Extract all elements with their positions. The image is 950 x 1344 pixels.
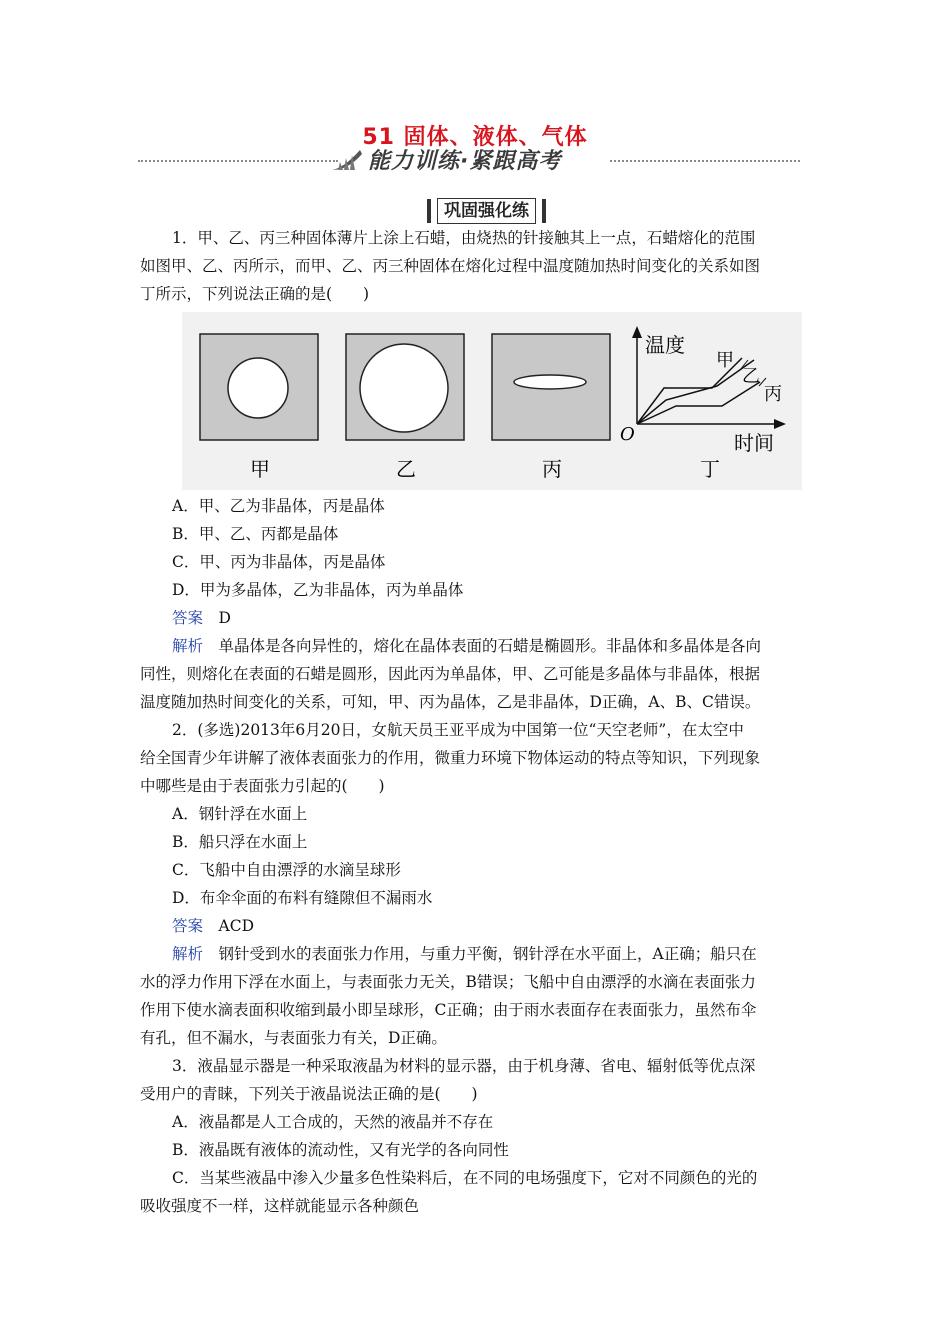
q2-option-c: C．飞船中自由漂浮的水滴呈球形	[172, 861, 401, 879]
q2-analysis-line1	[140, 940, 812, 968]
q2-answer-label: 答案	[172, 917, 204, 935]
q3-option-b: B．液晶既有液体的流动性，又有光学的各向同性	[172, 1141, 509, 1159]
q1-option-b: B．甲、乙、丙都是晶体	[172, 525, 339, 543]
q1-stem-line2: 如图甲、乙、丙所示，而甲、乙、丙三种固体在熔化过程中温度随加热时间变化的关系如图	[140, 257, 761, 275]
q2-answer	[172, 912, 254, 940]
curve-yi	[637, 360, 754, 424]
section-heading	[425, 198, 548, 224]
banner-divider-left	[138, 160, 338, 162]
q1-option-c: C．甲、丙为非晶体，丙是晶体	[172, 553, 386, 571]
curve-label-bing: 丙	[764, 384, 782, 405]
q1-analysis-line3: 温度随加热时间变化的关系，可知，甲、丙为晶体，乙是非晶体，D正确，A、B、C错误。	[140, 693, 761, 711]
figure-label-jia: 甲	[250, 457, 270, 481]
q3-stem-line1: 3．液晶显示器是一种采取液晶为材料的显示器，由于机身薄、省电、辐射低等优点深	[172, 1057, 756, 1075]
q1-analysis-line2: 同性，则熔化在表面的石蜡是圆形，因此丙为单晶体，甲、乙可能是多晶体与非晶体，根据	[140, 665, 761, 683]
q2-stem-line3: 中哪些是由于表面张力引起的( )	[140, 777, 385, 795]
figure-label-ding: 丁	[700, 457, 720, 481]
section-bar-right	[542, 199, 546, 223]
q2-option-d: D．布伞伞面的布料有缝隙但不漏雨水	[172, 889, 433, 907]
page-title: 51 固体、液体、气体	[362, 125, 588, 150]
q3-stem-line2: 受用户的青睐，下列关于液晶说法正确的是( )	[140, 1085, 478, 1103]
figure-label-bing: 丙	[542, 457, 562, 481]
x-axis-arrow	[774, 419, 786, 429]
q2-stem-line2: 给全国青少年讲解了液体表面张力的作用，微重力环境下物体运动的特点等知识，下列现象	[140, 749, 761, 767]
q1-answer-value: D	[218, 609, 231, 627]
q3-option-a: A．液晶都是人工合成的，天然的液晶并不存在	[172, 1113, 494, 1131]
q1-analysis-label: 解析	[172, 637, 204, 655]
x-axis-label: 时间	[734, 431, 774, 455]
origin-label: O	[620, 424, 635, 445]
q2-stem-line1: 2．(多选)2013年6月20日，女航天员王亚平成为中国第一位“天空老师”，在太空中	[172, 721, 744, 739]
q1-analysis-line1	[140, 632, 812, 660]
q1-option-a: A．甲、乙为非晶体，丙是晶体	[172, 497, 385, 515]
q2-analysis-line2: 水的浮力作用下浮在水面上，与表面张力无关，B错误；飞船中自由漂浮的水滴在表面张力	[140, 973, 756, 991]
q3-option-c-line1: C．当某些液晶中渗入少量多色性染料后，在不同的电场强度下，它对不同颜色的光的	[172, 1169, 758, 1187]
q2-analysis-text1: 钢针受到水的表面张力作用，与重力平衡，钢针浮在水平面上，A正确；船只在	[218, 945, 757, 963]
banner-divider-right	[610, 160, 800, 162]
q2-answer-value: ACD	[218, 917, 255, 935]
q1-analysis-text1: 单晶体是各向异性的，熔化在晶体表面的石蜡是椭圆形。非晶体和多晶体是各向	[218, 637, 762, 655]
q2-option-a: A．钢针浮在水面上	[172, 805, 308, 823]
banner-swoosh-icon	[330, 146, 364, 172]
y-axis-label: 温度	[645, 333, 685, 357]
curve-label-jia: 甲	[716, 350, 734, 371]
wax-circle-small	[228, 358, 288, 418]
section-label: 巩固强化练	[437, 198, 536, 224]
q1-answer	[172, 604, 231, 632]
q1-stem-line3: 丁所示，下列说法正确的是( )	[140, 285, 370, 303]
banner	[330, 144, 610, 174]
figure-label-yi: 乙	[396, 457, 416, 481]
section-bar-left	[427, 199, 431, 223]
curve-label-yi: 乙	[742, 366, 760, 387]
q3-option-c-line2: 吸收强度不一样，这样就能显示各种颜色	[140, 1197, 420, 1215]
q2-analysis-line3: 作用下使水滴表面积收缩到最小即呈球形，C正确；由于雨水表面存在表面张力，虽然布伞	[140, 1001, 757, 1019]
q1-answer-label: 答案	[172, 609, 204, 627]
y-axis-arrow	[632, 326, 642, 338]
wax-circle-large	[360, 344, 448, 432]
q2-option-b: B．船只浮在水面上	[172, 833, 308, 851]
q1-figure	[182, 312, 802, 490]
q1-figure-svg	[182, 312, 802, 490]
q1-stem-line1: 1．甲、乙、丙三种固体薄片上涂上石蜡，由烧热的针接触其上一点，石蜡熔化的范围	[172, 229, 756, 247]
q1-option-d: D．甲为多晶体，乙为非晶体，丙为单晶体	[172, 581, 464, 599]
q2-analysis-line4: 有孔，但不漏水，与表面张力有关，D正确。	[140, 1029, 447, 1047]
wax-ellipse	[514, 375, 586, 389]
banner-text: 能力训练·紧跟高考	[368, 148, 562, 174]
q2-analysis-label: 解析	[172, 945, 204, 963]
